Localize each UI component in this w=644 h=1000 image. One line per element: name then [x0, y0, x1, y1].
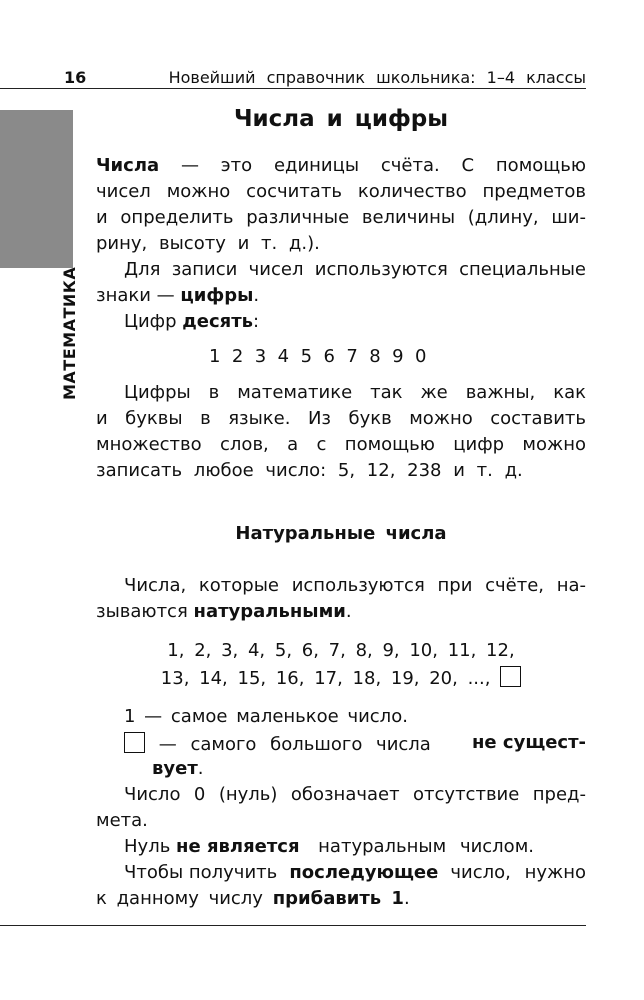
paragraph-line: зываются натуральными.	[96, 601, 352, 622]
page-number: 16	[64, 68, 87, 87]
side-section-label: МАТЕМАТИКА	[60, 266, 79, 400]
paragraph-line: Числа — это единицы счёта. С помощью	[96, 155, 586, 176]
paragraph-line: Цифры в математике так же важны, как	[124, 382, 586, 403]
paragraph-line: множество слов, а с помощью цифр можно	[96, 434, 586, 455]
footer-rule	[0, 925, 586, 926]
paragraph-line: Цифр десять:	[124, 311, 260, 332]
digits-list: 1 2 3 4 5 6 7 8 9 0	[209, 346, 427, 367]
section-title-natural-numbers: Натуральные числа	[235, 523, 447, 544]
paragraph-line: рину, высоту и т. д.).	[96, 233, 320, 254]
paragraph-line: Для записи чисел используются специальные	[124, 259, 586, 280]
paragraph-line: и буквы в языке. Из букв можно составить	[96, 408, 586, 429]
paragraph-line: вует.	[152, 758, 204, 779]
side-tab	[0, 110, 73, 268]
section-title-numbers-and-digits: Числа и цифры	[233, 106, 449, 132]
number-sequence-line: 13, 14, 15, 16, 17, 18, 19, 20, ...,	[96, 666, 586, 689]
paragraph-line: мета.	[96, 810, 148, 831]
paragraph-line: — самого большого числа не сущест-	[124, 732, 586, 755]
paragraph-line: записать любое число: 5, 12, 238 и т. д.	[96, 460, 523, 481]
header-rule	[0, 88, 586, 89]
empty-box	[500, 666, 521, 687]
paragraph-line: Число 0 (нуль) обозначает отсутствие пред-	[124, 784, 586, 805]
paragraph-line: и определить различные величины (длину, ши-	[96, 207, 586, 228]
paragraph-line: к данному числу прибавить 1.	[96, 888, 410, 909]
paragraph-line: 1 — самое маленькое число.	[124, 706, 408, 727]
paragraph-line: Числа, которые используются при счёте, на-	[124, 575, 586, 596]
paragraph-line: знаки — цифры.	[96, 285, 260, 306]
empty-box	[124, 732, 145, 753]
paragraph-line: Нуль не является натуральным числом.	[124, 836, 534, 857]
number-sequence-line: 1, 2, 3, 4, 5, 6, 7, 8, 9, 10, 11, 12,	[167, 640, 515, 661]
paragraph-line: чисел можно сосчитать количество предметов	[96, 181, 586, 202]
running-header: Новейший справочник школьника: 1–4 классы	[168, 68, 586, 87]
paragraph-line: Чтобы получить последующее число, нужно	[124, 862, 586, 883]
